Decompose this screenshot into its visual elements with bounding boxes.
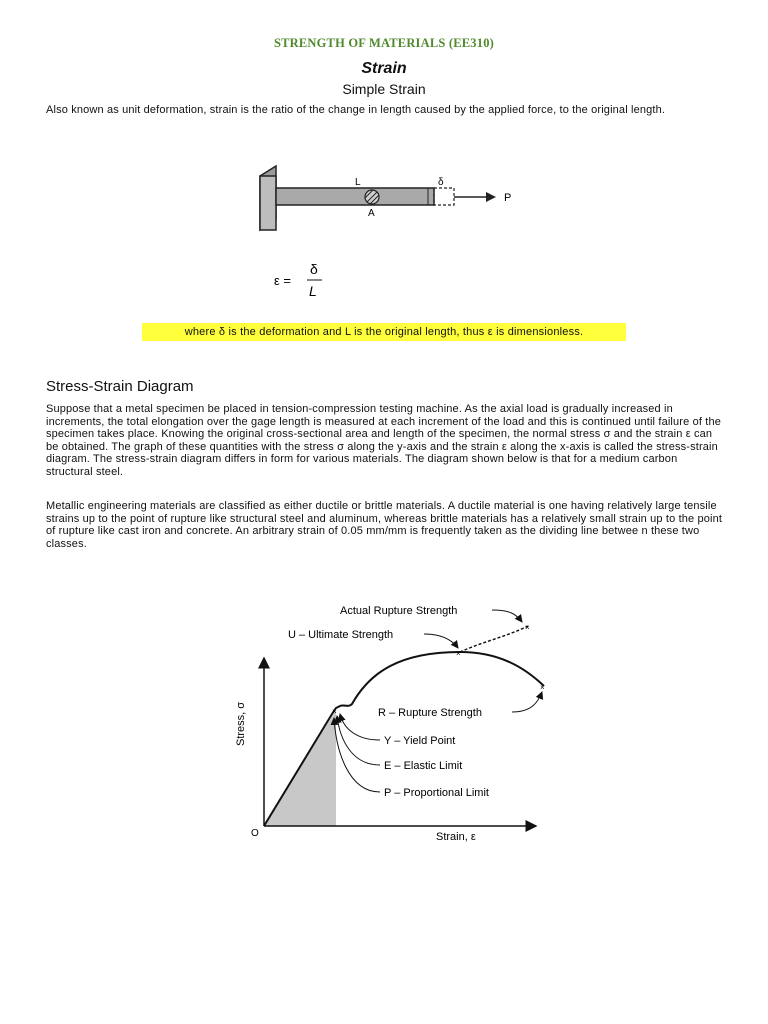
simple-strain-intro: Also known as unit deformation, strain is the ratio of the change in length caused by the applied force, to the original length. bbox=[46, 104, 666, 116]
label-ultimate: U – Ultimate Strength bbox=[288, 629, 394, 641]
label-proportional: P – Proportional Limit bbox=[384, 787, 489, 799]
label-area: A bbox=[368, 208, 375, 219]
svg-text:×: × bbox=[540, 683, 545, 692]
svg-text:×: × bbox=[525, 623, 530, 632]
label-yield: Y – Yield Point bbox=[384, 735, 456, 747]
label-elastic: E – Elastic Limit bbox=[384, 760, 463, 772]
origin-label: O bbox=[251, 828, 259, 839]
label-rupture: R – Rupture Strength bbox=[378, 707, 482, 719]
label-force: P bbox=[504, 192, 512, 204]
section-title: Strain bbox=[361, 60, 407, 77]
stress-strain-heading: Stress-Strain Diagram bbox=[46, 378, 194, 395]
actual-rupture-curve bbox=[460, 626, 528, 652]
label-length: L bbox=[355, 177, 361, 188]
formula-lhs: ε = bbox=[274, 273, 291, 288]
x-axis-label: Strain, ε bbox=[436, 831, 476, 843]
strain-formula bbox=[272, 258, 342, 304]
formula-denominator: L bbox=[309, 283, 317, 299]
stress-strain-paragraph-2: Metallic engineering materials are classified as either ductile or brittle materials. A ductile material is one having relatively large tensile strains up to the point of rupture like structural steel and aluminum, whereas brittle materials has a relatively small strain up to the point of rupture like cast iron and concrete. An arbitrary strain of 0.05 mm/mm is frequently taken as the dividing line betwee n these two classes. bbox=[46, 500, 723, 550]
formula-numerator: δ bbox=[310, 261, 318, 277]
y-axis-label: Stress, σ bbox=[235, 701, 247, 746]
svg-text:×: × bbox=[332, 707, 337, 716]
bar-extension bbox=[434, 188, 454, 205]
bar-body bbox=[276, 188, 434, 205]
stress-strain-diagram bbox=[220, 590, 590, 850]
label-actual-rupture: Actual Rupture Strength bbox=[340, 605, 458, 617]
stress-strain-paragraph-1: Suppose that a metal specimen be placed in tension-compression testing machine. As the axial load is gradually increased in increments, the total elongation over the gage length is measured at each increment of the load and this is continued until failure of the specimen takes place. Knowing the original cross-sectional area and length of the specimen, the normal stress σ and the strain ε can be obtained. The graph of these quantities with the stress σ along the y-axis and the strain ε along the x-axis is called the stress-strain diagram. The stress-strain diagram differs in form for various materials. The diagram shown below is that for a medium carbon structural steel. bbox=[46, 403, 721, 478]
wall-face bbox=[260, 176, 276, 230]
bar-deformation-figure bbox=[250, 158, 530, 234]
subsection-title: Simple Strain bbox=[342, 81, 426, 97]
svg-text:×: × bbox=[456, 649, 461, 658]
label-deformation: δ bbox=[438, 177, 444, 188]
highlighted-note: where δ is the deformation and L is the original length, thus ε is dimensionless. bbox=[142, 323, 626, 341]
course-title: STRENGTH OF MATERIALS (EE310) bbox=[273, 36, 495, 50]
